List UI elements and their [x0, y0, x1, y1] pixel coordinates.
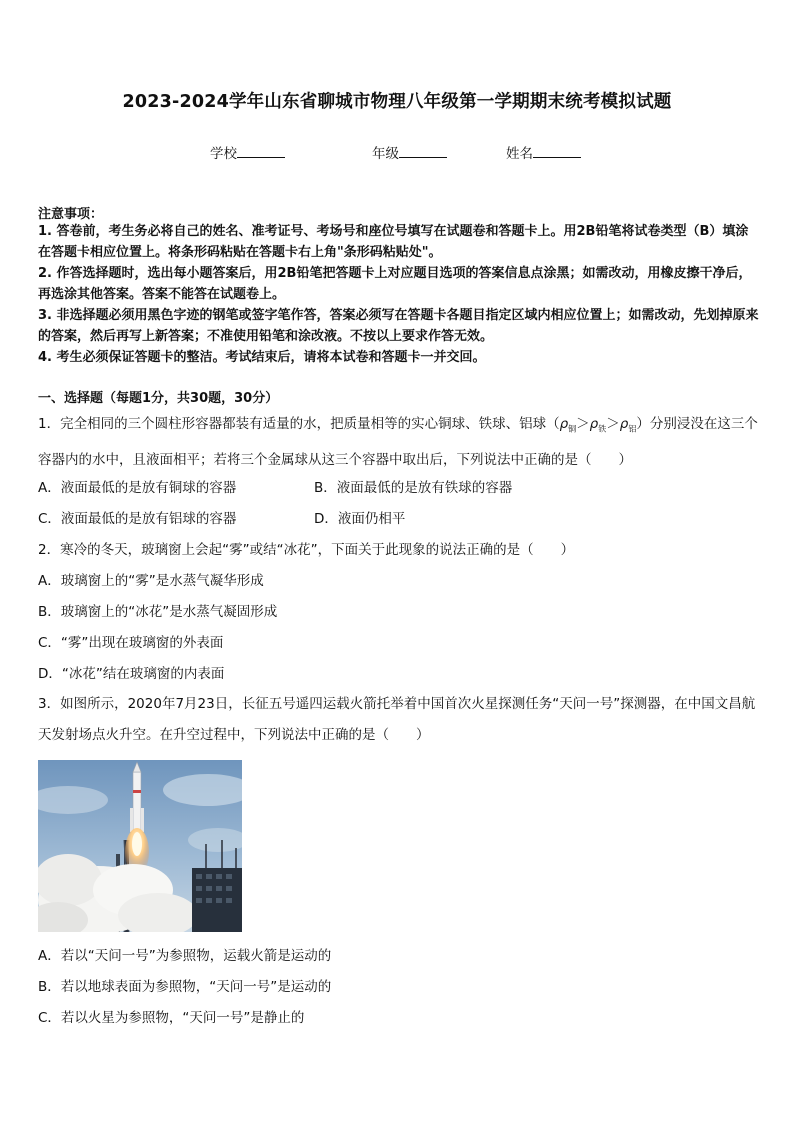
q2-option-d[interactable]: D．“冰花”结在玻璃窗的内表面 — [38, 666, 225, 682]
school-label: 学校 — [210, 146, 237, 162]
rho-cu: $\rho_铜$ — [559, 416, 577, 434]
q1-option-c[interactable]: C．液面最低的是放有铝球的容器 — [38, 511, 237, 527]
q3-option-b[interactable]: B．若以地球表面为参照物，“天问一号”是运动的 — [38, 979, 332, 995]
notice-item-1: 1. 答卷前，考生务必将自己的姓名、准考证号、考场号和座位号填写在试题卷和答题卡上。用2B铅笔将试卷类型（B）填涂在答题卡相应位置上。将条形码粘贴在答题卡右上角"条形码粘贴处"。 — [38, 224, 749, 260]
notice-item-2: 2. 作答选择题时，选出每小题答案后，用2B铅笔把答题卡上对应题目选项的答案信息点涂黑；如需改动，用橡皮擦干净后，再选涂其他答案。答案不能答在试题卷上。 — [38, 266, 752, 302]
q2-option-a[interactable]: A．玻璃窗上的“雾”是水蒸气凝华形成 — [38, 573, 264, 589]
grade-blank[interactable] — [399, 144, 447, 158]
question-3-stem: 3．如图所示，2020年7月23日，长征五号遥四运载火箭托举着中国首次火星探测任务“天问一号”探测器，在中国文昌航天发射场点火升空。在升空过程中，下列说法中正确的是（ ） — [38, 696, 756, 743]
q1-option-d[interactable]: D．液面仍相平 — [314, 511, 406, 527]
school-field[interactable] — [210, 142, 285, 162]
q1-option-b[interactable]: B．液面最低的是放有铁球的容器 — [314, 480, 513, 496]
name-label: 姓名 — [506, 146, 533, 162]
school-blank[interactable] — [237, 144, 285, 158]
question-2-stem: 2．寒冷的冬天，玻璃窗上会起“雾”或结“冰花”，下面关于此现象的说法正确的是（ ） — [38, 542, 575, 558]
q1-option-a[interactable]: A．液面最低的是放有铜球的容器 — [38, 480, 237, 496]
q2-option-b[interactable]: B．玻璃窗上的“冰花”是水蒸气凝固形成 — [38, 604, 278, 620]
q3-option-a[interactable]: A．若以“天问一号”为参照物，运载火箭是运动的 — [38, 948, 332, 964]
q1-text-a: 1．完全相同的三个圆柱形容器都装有适量的水，把质量相等的实心铜球、铁球、铝球（ — [38, 416, 560, 432]
q2-option-c[interactable]: C．“雾”出现在玻璃窗的外表面 — [38, 635, 224, 651]
q3-option-c[interactable]: C．若以火星为参照物，“天问一号”是静止的 — [38, 1010, 305, 1026]
question-1-stem: 1．完全相同的三个圆柱形容器都装有适量的水，把质量相等的实心铜球、铁球、铝球$(\rho_铜>\rho_铁>\rho_铝)$分别浸没在这三个容器内的水中，且液面相平；若将三个金属球从这三个容器中取出后，下列说法中正确的是（ ） — [38, 416, 758, 468]
page-title: 2023-2024学年山东省聊城市物理八年级第一学期期末统考模拟试题 — [122, 92, 672, 112]
notice-heading: 注意事项： — [38, 207, 104, 222]
name-field[interactable] — [506, 142, 581, 162]
student-info-row — [0, 142, 794, 162]
rho-al: $\rho_铝$ — [619, 416, 637, 434]
grade-field[interactable] — [372, 142, 447, 162]
grade-label: 年级 — [372, 146, 399, 162]
name-blank[interactable] — [533, 144, 581, 158]
q1-text-b: ）分别浸没在这三个容器内的水中，且液面相平；若将三个金属球从这三个容器中取出后，下列说法中正确的是（ ） — [38, 416, 758, 468]
notice-item-3: 3. 非选择题必须用黑色字迹的钢笔或签字笔作答，答案必须写在答题卡各题目指定区域内相应位置上；如需改动，先划掉原来的答案，然后再写上新答案；不准使用铅笔和涂改液。不按以上要求作答无效。 — [38, 308, 759, 344]
rho-fe: $\rho_铁$ — [589, 416, 607, 434]
notice-item-4: 4. 考生必须保证答题卡的整洁。考试结束后，请将本试卷和答题卡一并交回。 — [38, 350, 486, 365]
section-heading: 一、选择题（每题1分，共30题，30分） — [38, 391, 279, 406]
rocket-launch-photo — [38, 760, 242, 932]
